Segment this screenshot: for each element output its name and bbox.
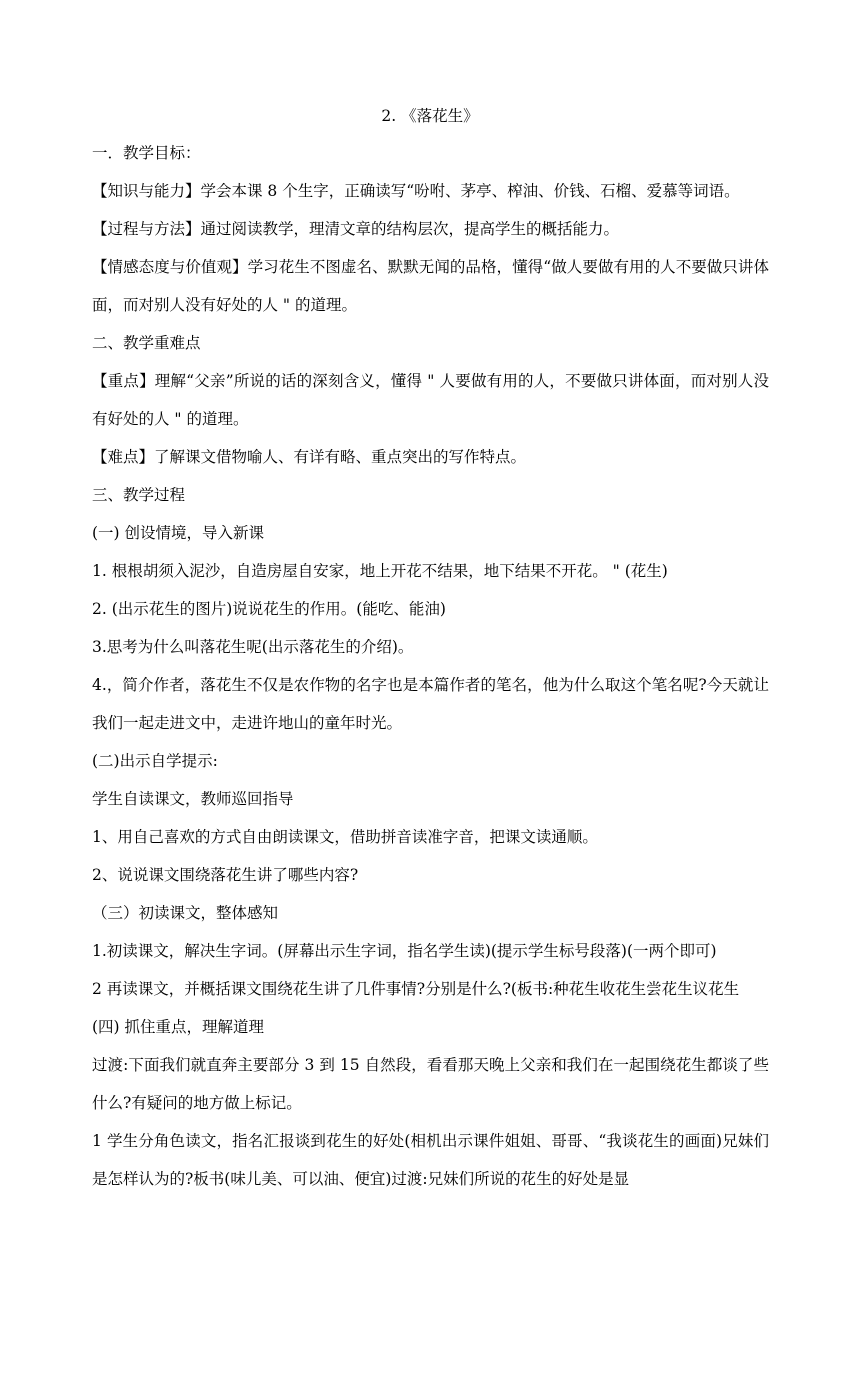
list-item-content-question: 2、说说课文围绕落花生讲了哪些内容? [92,866,359,884]
paragraph-difficult-point: 【难点】了解课文借物喻人、有详有略、重点突出的写作特点。 [92,448,527,466]
paragraph-transition: 过渡:下面我们就直奔主要部分 3 到 15 自然段，看看那天晚上父亲和我们在一起围绕花生都谈了些什么?有疑问的地方做上标记。 [92,1056,769,1112]
paragraph-key-point: 【重点】理解“父亲”所说的话的深刻含义，懂得 " 人要做有用的人，不要做只讲体面，而对别人没有好处的人 " 的道理。 [92,372,769,428]
list-item-author: 4.，简介作者，落花生不仅是农作物的名字也是本篇作者的笔名，他为什么取这个笔名呢?今天就让我们一起走进文中，走进许地山的童年时光。 [92,676,769,732]
document-title: 2. 《落花生》 [381,107,479,125]
subsection-heading-key-understanding: (四) 抓住重点，理解道理 [92,1018,265,1036]
list-item-riddle: 1. 根根胡须入泥沙，自造房屋自安家，地上开花不结果，地下结果不开花。 " (花生) [92,562,668,580]
subsection-heading-self-study: (二)出示自学提示: [92,752,218,770]
paragraph-self-reading: 学生自读课文，教师巡回指导 [92,790,294,808]
paragraph-knowledge-ability: 【知识与能力】学会本课 8 个生字，正确读写“吩咐、茅亭、榨油、价钱、石榴、爱慕等词语。 [92,182,740,200]
paragraph-emotion-values: 【情感态度与价值观】学习花生不图虚名、默默无闻的品格，懂得“做人要做有用的人不要做只讲体面，而对别人没有好处的人 " 的道理。 [92,258,769,314]
section-heading-teaching-process: 三、教学过程 [92,486,186,504]
list-item-role-reading: 1 学生分角色读文，指名汇报谈到花生的好处(相机出示课件姐姐、哥哥、“我谈花生的画面)兄妹们是怎样认为的?板书(味儿美、可以油、便宜)过渡:兄妹们所说的花生的好处是显 [92,1132,769,1188]
document-body [92,141,769,1205]
subsection-heading-introduction: (一) 创设情境，导入新课 [92,524,265,542]
subsection-heading-first-reading: （三）初读课文，整体感知 [92,904,279,922]
list-item-picture: 2. (出示花生的图片)说说花生的作用。(能吃、能油) [92,600,446,618]
section-heading-key-difficult: 二、教学重难点 [92,334,201,352]
list-item-name-question: 3.思考为什么叫落花生呢(出示落花生的介绍)。 [92,638,414,656]
list-item-summarize: 2 再读课文，并概括课文围绕花生讲了几件事情?分别是什么?(板书:种花生收花生尝花生议花生 [92,980,740,998]
section-heading-objectives: 一．教学目标： [92,144,201,162]
list-item-read-aloud: 1、用自己喜欢的方式自由朗读课文，借助拼音读准字音，把课文读通顺。 [92,828,598,846]
paragraph-process-method: 【过程与方法】通过阅读教学，理清文章的结构层次，提高学生的概括能力。 [92,220,620,238]
list-item-new-words: 1.初读课文，解决生字词。(屏幕出示生字词，指名学生读)(提示学生标号段落)(一两个即可) [92,942,717,960]
